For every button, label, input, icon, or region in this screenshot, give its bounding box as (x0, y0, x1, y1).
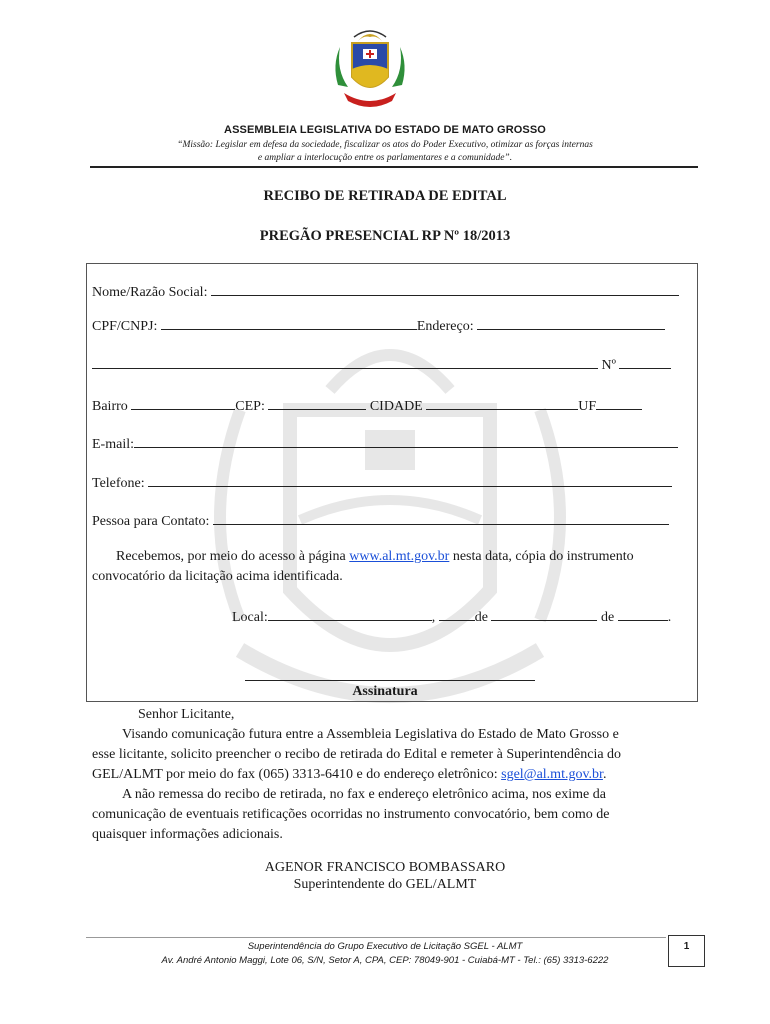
telefone-input-line[interactable] (148, 474, 672, 487)
paragraph-1 (92, 725, 698, 785)
uf-input-line[interactable] (596, 397, 642, 410)
year-input-line[interactable] (618, 608, 668, 621)
footer-divider (86, 937, 666, 938)
uf-label: UF (578, 399, 597, 414)
email-label: E-mail: (92, 437, 134, 452)
email-link[interactable]: sgel@al.mt.gov.br (501, 767, 603, 782)
cep-input-line[interactable] (268, 397, 366, 410)
numero-label: Nº (601, 358, 616, 373)
bairro-input-line[interactable] (131, 397, 235, 410)
field-endereco-numero[interactable] (92, 356, 671, 374)
field-local-data[interactable] (232, 608, 671, 626)
field-pessoa-contato[interactable] (92, 512, 669, 530)
p1-line-3-text: GEL/ALMT por meio do fax (065) 3313-6410 e do endereço eletrônico: (92, 767, 502, 782)
field-cpf-endereco[interactable] (92, 317, 665, 335)
field-telefone[interactable] (92, 474, 672, 492)
receipt-statement-line-2: convocatório da licitação acima identificada. (92, 569, 343, 584)
telefone-label: Telefone: (92, 476, 145, 491)
bairro-label: Bairro (92, 399, 128, 414)
p2-line-2: comunicação de eventuais retificações ocorridas no instrumento convocatório, bem como de (92, 807, 610, 822)
local-label: Local: (232, 610, 268, 625)
comma: , (431, 610, 436, 625)
receipt-text-post: nesta data, cópia do instrumento (449, 549, 634, 564)
p1-line-2: esse licitante, solicito preencher o recibo de retirada do Edital e remeter à Superintendência do (92, 747, 622, 762)
p1-period: . (602, 767, 607, 782)
cidade-input-line[interactable] (426, 397, 578, 410)
field-bairro-cep-cidade-uf[interactable] (92, 397, 642, 415)
p2-line-3: quaisquer informações adicionais. (92, 827, 283, 842)
cep-label: CEP: (235, 399, 265, 414)
website-link[interactable]: www.al.mt.gov.br (349, 549, 450, 564)
cpf-label: CPF/CNPJ: (92, 319, 158, 334)
signature-line[interactable] (245, 680, 535, 681)
header-divider (90, 166, 698, 168)
de-label-2: de (600, 610, 615, 625)
document-subtitle: PREGÃO PRESENCIAL RP Nº 18/2013 (259, 228, 511, 244)
nome-input-line[interactable] (211, 283, 679, 296)
field-email[interactable] (92, 435, 678, 453)
signer-title: Superintendente do GEL/ALMT (293, 877, 477, 892)
p2-line-1: A não remessa do recibo de retirada, no fax e endereço eletrônico acima, nos exime da (122, 787, 606, 802)
receipt-statement-line-1 (116, 549, 634, 565)
cpf-input-line[interactable] (161, 317, 417, 330)
paragraph-2 (92, 785, 698, 845)
endereco-label: Endereço: (416, 319, 474, 334)
greeting: Senhor Licitante, (138, 707, 235, 722)
endereco-continuation-line[interactable] (92, 356, 598, 369)
cidade-label: CIDADE (369, 399, 423, 414)
numero-input-line[interactable] (619, 356, 671, 369)
document-title: RECIBO DE RETIRADA DE EDITAL (263, 188, 507, 204)
contato-input-line[interactable] (213, 512, 669, 525)
signer-name: AGENOR FRANCISCO BOMBASSARO (264, 860, 506, 875)
institution-name: ASSEMBLEIA LEGISLATIVA DO ESTADO DE MATO GROSSO (224, 124, 546, 136)
mission-line-1: “Missão: Legislar em defesa da sociedade, fiscalizar os atos do Poder Executivo, otimizar as forças internas (177, 140, 593, 150)
period: . (667, 610, 672, 625)
footer-line-1: Superintendência do Grupo Executivo de Licitação SGEL - ALMT (247, 941, 523, 952)
coat-of-arms-logo (330, 25, 410, 110)
p1-line-3 (92, 765, 698, 785)
month-input-line[interactable] (491, 608, 597, 621)
endereco-input-line[interactable] (477, 317, 665, 330)
nome-label: Nome/Razão Social: (92, 285, 208, 300)
p1-line-1: Visando comunicação futura entre a Assembleia Legislativa do Estado de Mato Grosso e (122, 727, 619, 742)
local-input-line[interactable] (268, 608, 432, 621)
email-input-line[interactable] (134, 435, 678, 448)
footer-line-2: Av. André Antonio Maggi, Lote 06, S/N, Setor A, CPA, CEP: 78049-901 - Cuiabá-MT - Tel.: (65) 3313-6222 (161, 955, 609, 966)
mission-line-2: e ampliar a interlocução entre os parlamentares e a comunidade”. (257, 153, 513, 163)
receipt-text-pre: Recebemos, por meio do acesso à página (116, 549, 350, 564)
page-number: 1 (668, 935, 705, 967)
de-label-1: de (474, 610, 488, 625)
day-input-line[interactable] (439, 608, 475, 621)
signature-label: Assinatura (352, 684, 418, 699)
field-nome-razao-social[interactable] (92, 283, 679, 301)
mission-statement (120, 139, 650, 165)
contato-label: Pessoa para Contato: (92, 514, 210, 529)
